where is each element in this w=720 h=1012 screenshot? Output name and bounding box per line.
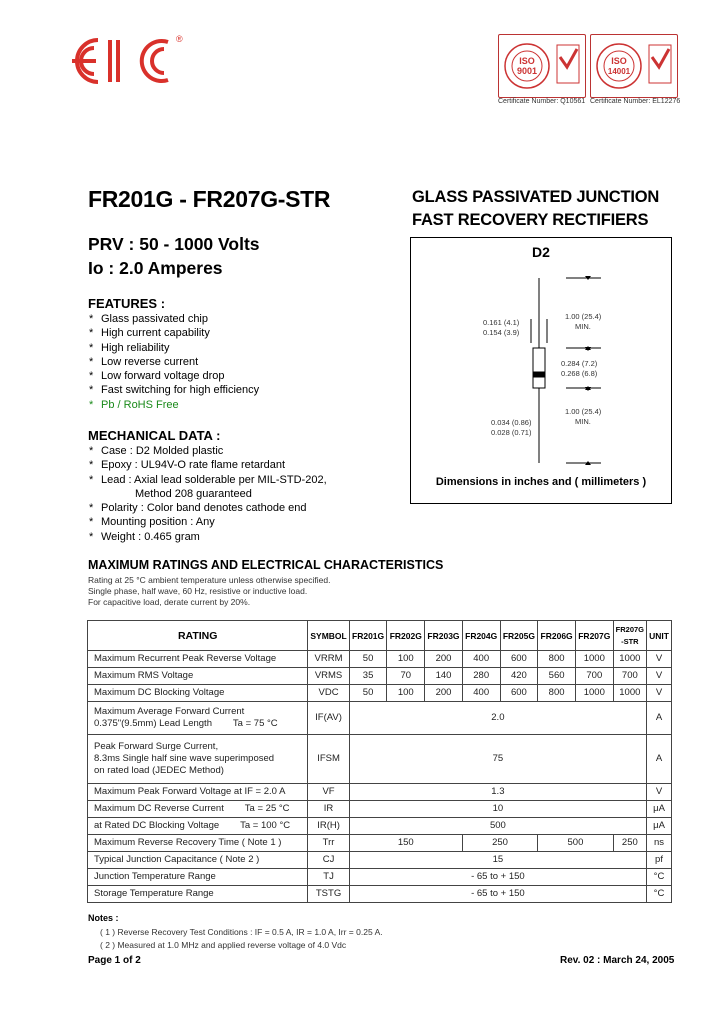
registered-mark: ®	[176, 34, 183, 44]
table-header: FR204G	[462, 621, 500, 651]
table-row: at Rated DC Blocking Voltage Ta = 100 °C IR(H) 500 μA	[88, 818, 672, 835]
table-row: Junction Temperature Range TJ - 65 to + 150 °C	[88, 869, 672, 886]
svg-text:ISO: ISO	[611, 56, 627, 66]
table-row: Maximum Average Forward Current 0.375"(9.5mm) Lead Length Ta = 75 °C IF(AV) 2.0 A	[88, 702, 672, 735]
table-header: FR203G	[425, 621, 463, 651]
table-header: FR207G -STR	[613, 621, 646, 651]
mechanical-list	[88, 444, 327, 544]
list-item: * Lead : Axial lead solderable per MIL-STD-202,	[89, 473, 327, 486]
svg-text:ISO: ISO	[519, 56, 535, 66]
list-item: * Epoxy : UL94V-O rate flame retardant	[89, 459, 286, 472]
table-row: Storage Temperature Range TSTG - 65 to + 150 °C	[88, 886, 672, 903]
table-header: FR207G	[575, 621, 613, 651]
certificate-number-2: Certificate Number: EL12276	[590, 98, 681, 105]
svg-text:0.028 (0.71): 0.028 (0.71)	[491, 428, 532, 437]
svg-text:0.268 (6.8): 0.268 (6.8)	[561, 369, 598, 378]
io-rating: Io : 2.0 Amperes	[88, 258, 223, 278]
list-item: * High reliability	[89, 341, 170, 354]
iso-9001-certificate	[498, 34, 586, 98]
svg-text:14001: 14001	[607, 67, 631, 76]
svg-text:MIN.: MIN.	[575, 417, 591, 426]
list-item: * Polarity : Color band denotes cathode end	[89, 502, 307, 515]
svg-text:9001: 9001	[516, 66, 538, 76]
table-row: Typical Junction Capacitance ( Note 2 ) CJ 15 pf	[88, 852, 672, 869]
table-header: UNIT	[647, 621, 672, 651]
company-logo	[64, 30, 188, 92]
mechanical-heading: MECHANICAL DATA :	[88, 428, 221, 443]
list-item: * Weight : 0.465 gram	[89, 530, 200, 543]
features-heading: FEATURES :	[88, 296, 166, 311]
table-header: FR205G	[500, 621, 538, 651]
svg-text:MIN.: MIN.	[575, 322, 591, 331]
list-item: Method 208 guaranteed	[135, 487, 252, 500]
list-item: * High current capability	[89, 327, 210, 340]
page-number: Page 1 of 2	[88, 955, 141, 966]
list-item: * Low reverse current	[89, 355, 199, 368]
svg-text:0.154 (3.9): 0.154 (3.9)	[483, 328, 520, 337]
table-row: Maximum Peak Forward Voltage at IF = 2.0 A VF 1.3 V	[88, 784, 672, 801]
table-row: Maximum DC Blocking Voltage VDC 50 100 200 400 600 800 1000 1000 V	[88, 685, 672, 702]
list-item: * Glass passivated chip	[89, 313, 208, 325]
notes-heading: Notes :	[88, 913, 119, 923]
table-row: Maximum Recurrent Peak Reverse Voltage VRRM 50 100 200 400 600 800 1000 1000 V	[88, 651, 672, 668]
table-row: Maximum RMS Voltage VRMS 35 70 140 280 420 560 700 700 V	[88, 668, 672, 685]
table-header: RATING	[88, 621, 308, 651]
svg-text:0.284 (7.2): 0.284 (7.2)	[561, 359, 598, 368]
note-2: ( 2 ) Measured at 1.0 MHz and applied reverse voltage of 4.0 Vdc	[100, 940, 347, 950]
rating-note-3: For capacitive load, derate current by 20%.	[88, 597, 251, 607]
diode-drawing	[411, 238, 671, 503]
table-header: FR202G	[387, 621, 425, 651]
table-row: Maximum Reverse Recovery Time ( Note 1 ) Trr 150 250 500 250 ns	[88, 835, 672, 852]
table-row: Peak Forward Surge Current, 8.3ms Single half sine wave superimposed on rated load (JEDEC Method) IFSM 75 A	[88, 735, 672, 784]
list-item: * Low forward voltage drop	[89, 370, 225, 383]
features-list	[88, 312, 259, 412]
subtitle-line-1: GLASS PASSIVATED JUNCTION	[412, 188, 660, 206]
prv-rating: PRV : 50 - 1000 Volts	[88, 234, 260, 254]
list-item: * Mounting position : Any	[89, 516, 215, 529]
rohs-item: * Pb / RoHS Free	[89, 398, 179, 411]
table-header: SYMBOL	[308, 621, 349, 651]
table-header-row	[88, 621, 672, 651]
package-diagram	[410, 237, 672, 504]
rating-note-1: Rating at 25 °C ambient temperature unless otherwise specified.	[88, 575, 331, 585]
svg-text:0.034 (0.86): 0.034 (0.86)	[491, 418, 532, 427]
certificate-number-1: Certificate Number: Q10561	[498, 98, 586, 105]
svg-text:1.00 (25.4): 1.00 (25.4)	[565, 312, 602, 321]
svg-text:0.161 (4.1): 0.161 (4.1)	[483, 318, 520, 327]
table-row: Maximum DC Reverse Current Ta = 25 °C IR 10 μA	[88, 801, 672, 818]
subtitle-line-2: FAST RECOVERY RECTIFIERS	[412, 211, 649, 229]
product-title: FR201G - FR207G-STR	[88, 186, 331, 212]
svg-text:1.00 (25.4): 1.00 (25.4)	[565, 407, 602, 416]
ratings-heading: MAXIMUM RATINGS AND ELECTRICAL CHARACTERISTICS	[88, 558, 444, 572]
ratings-table	[87, 620, 672, 903]
list-item: * Case : D2 Molded plastic	[89, 445, 224, 457]
table-header: FR206G	[538, 621, 576, 651]
revision-date: Rev. 02 : March 24, 2005	[560, 955, 675, 966]
package-label: D2	[532, 244, 550, 260]
diagram-caption: Dimensions in inches and ( millimeters )	[435, 476, 647, 488]
list-item: * Fast switching for high efficiency	[89, 384, 260, 397]
iso-14001-certificate	[590, 34, 678, 98]
rating-note-2: Single phase, half wave, 60 Hz, resistive or inductive load.	[88, 586, 308, 596]
note-1: ( 1 ) Reverse Recovery Test Conditions : IF = 0.5 A, IR = 1.0 A, Irr = 0.25 A.	[100, 927, 383, 937]
table-header: FR201G	[349, 621, 387, 651]
